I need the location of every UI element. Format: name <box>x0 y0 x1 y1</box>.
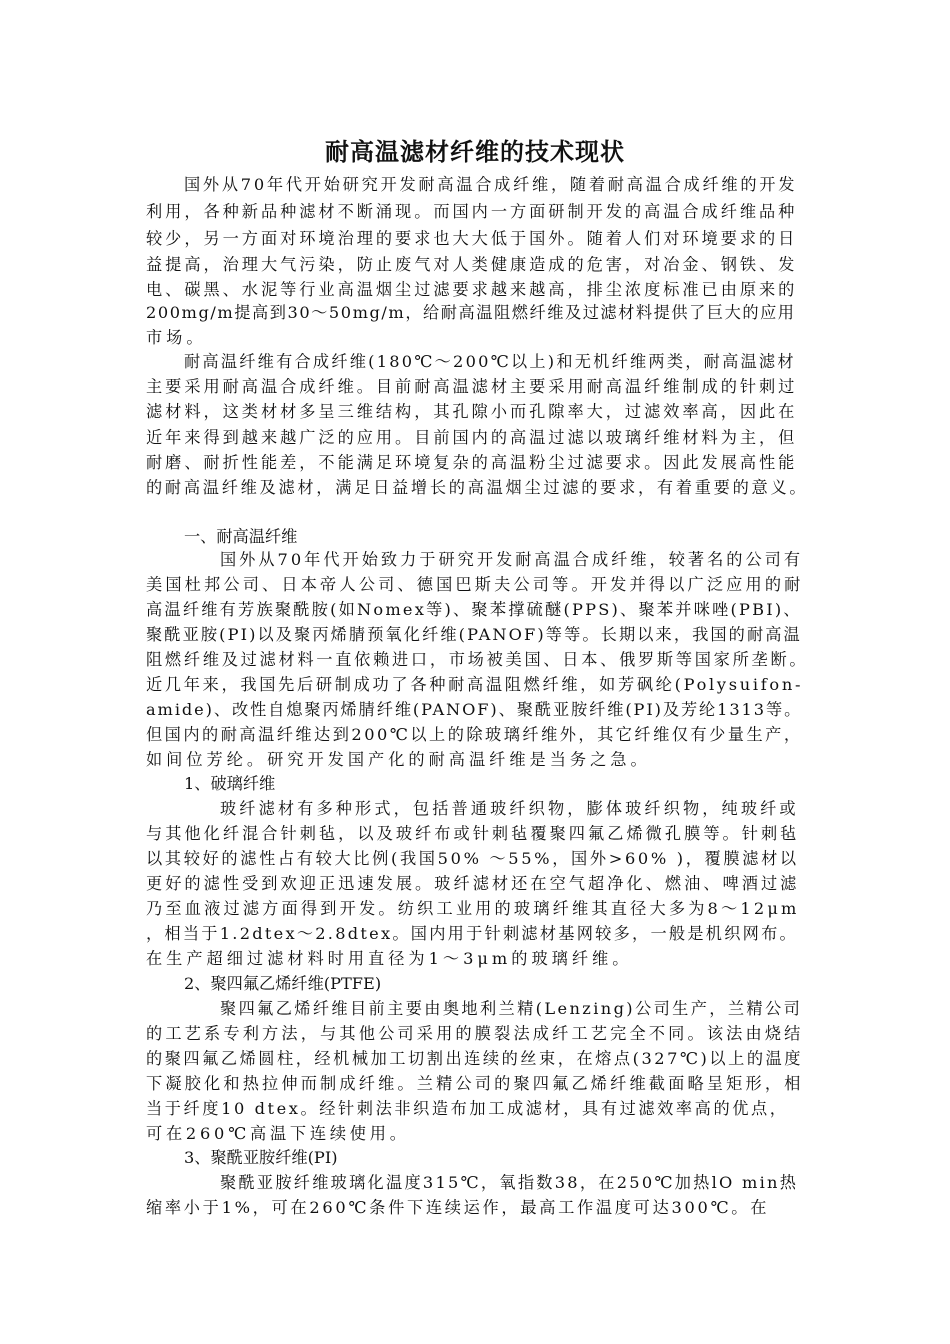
subsection-heading: 1、破璃纤维 <box>184 774 276 793</box>
text-line: 的聚四氟乙烯圆柱，经机械加工切割出连续的丝束，在熔点(327℃)以上的温度 <box>146 1049 803 1068</box>
text-line: 的工艺系专利方法，与其他公司采用的膜裂法成纤工艺完全不同。该法由烧结 <box>146 1024 804 1043</box>
text-line: 玻纤滤材有多种形式，包括普通玻纤织物，膨体玻纤织物，纯玻纤或 <box>220 799 799 818</box>
text-line: 聚酰亚胺纤维玻璃化温度315℃，氧指数38，在250℃加热lO min热 <box>220 1173 799 1192</box>
text-line: ，相当于1.2dtex～2.8dtex。国内用于针刺滤材基网较多，一般是机织网布。 <box>146 924 798 943</box>
text-line: 滤材料，这类材材多呈三维结构，其孔隙小而孔隙率大，过滤效率高，因此在 <box>146 402 798 421</box>
text-line: 200mg/m提高到30～50mg/m，给耐高温阻燃纤维及过滤材料提供了巨大的应用 <box>146 303 796 322</box>
text-line: 市场。 <box>146 328 207 347</box>
text-line: 的耐高温纤维及滤材，满足日益增长的高温烟尘过滤的要求，有着重要的意义。 <box>146 478 809 497</box>
text-line: 更好的滤性受到欢迎正迅速发展。玻纤滤材还在空气超净化、燃油、啤酒过滤 <box>146 874 800 893</box>
text-line: 国外从70年代开始致力于研究开发耐高温合成纤维，较著名的公司有 <box>220 550 804 569</box>
text-line: 下凝胶化和热拉伸而制成纤维。兰精公司的聚四氟乙烯纤维截面略呈矩形，相 <box>146 1074 804 1093</box>
text-line: 聚四氟乙烯纤维目前主要由奥地利兰精(Lenzing)公司生产，兰精公司 <box>220 999 803 1018</box>
text-line: 耐磨、耐折性能差，不能满足环境复杂的高温粉尘过滤要求。因此发展高性能 <box>146 453 798 472</box>
text-line: 较少，另一方面对环境治理的要求也大大低于国外。随着人们对环境要求的日 <box>146 229 798 248</box>
text-line: 但国内的耐高温纤维达到200℃以上的除玻璃纤维外，其它纤维仅有少量生产， <box>146 725 803 744</box>
text-line: 阻燃纤维及过滤材料一直依赖进口，市场被美国、日本、俄罗斯等国家所垄断。 <box>146 650 809 669</box>
text-line: 缩率小于1%，可在260℃条件下连续运作，最高工作温度可达300℃。在 <box>146 1198 770 1217</box>
section-heading: 一、耐高温纤维 <box>184 527 298 546</box>
text-line: 主要采用耐高温合成纤维。目前耐高温滤材主要采用耐高温纤维制成的针刺过 <box>146 377 798 396</box>
text-line: 乃至血液过滤方面得到开发。纺织工业用的玻璃纤维其直径大多为8～12μm <box>146 899 800 918</box>
text-line: 与其他化纤混合针刺毡，以及玻纤布或针刺毡覆聚四氟乙烯微孔膜等。针刺毡 <box>146 824 800 843</box>
text-line: 电、碳黑、水泥等行业高温烟尘过滤要求越来越高，排尘浓度标准已由原来的 <box>146 280 798 299</box>
text-line: 如间位芳纶。研究开发国产化的耐高温纤维是当务之急。 <box>146 750 651 769</box>
text-line: 在生产超细过滤材料时用直径为1～3μm的玻璃纤维。 <box>146 949 633 968</box>
text-line: 利用，各种新品种滤材不断涌现。而国内一方面研制开发的高温合成纤维品种 <box>146 202 798 221</box>
text-line: 益提高，治理大气污染，防止废气对人类健康造成的危害，对冶金、钢铁、发 <box>146 255 798 274</box>
text-line: 以其较好的滤性占有较大比例(我国50% ～55%，国外>60% )，覆膜滤材以 <box>146 849 799 868</box>
text-line: 近年来得到越来越广泛的应用。目前国内的高温过滤以玻璃纤维材料为主，但 <box>146 428 798 447</box>
text-line: amide)、改性自熄聚丙烯腈纤维(PANOF)、聚酰亚胺纤维(PI)及芳纶1313等。 <box>146 700 803 719</box>
text-line: 聚酰亚胺(PI)以及聚丙烯腈预氧化纤维(PANOF)等等。长期以来，我国的耐高温 <box>146 625 802 644</box>
text-line: 美国杜邦公司、日本帝人公司、德国巴斯夫公司等。开发并得以广泛应用的耐 <box>146 575 804 594</box>
document-title: 耐高温滤材纤维的技术现状 <box>325 138 625 166</box>
subsection-heading: 3、聚酰亚胺纤维(PI) <box>184 1148 338 1167</box>
text-line: 近几年来，我国先后研制成功了各种耐高温阻燃纤维，如芳砜纶(Polysuifon- <box>146 675 804 694</box>
subsection-heading: 2、聚四氟乙烯纤维(PTFE) <box>184 974 382 993</box>
text-line: 当于纤度10 dtex。经针刺法非织造布加工成滤材，具有过滤效率高的优点， <box>146 1099 789 1118</box>
text-line: 高温纤维有芳族聚酰胺(如Nomex等)、聚苯撑硫醚(PPS)、聚苯并咪唑(PBI)、 <box>146 600 802 619</box>
text-line: 国外从70年代开始研究开发耐高温合成纤维，随着耐高温合成纤维的开发 <box>184 175 798 194</box>
text-line: 耐高温纤维有合成纤维(180℃～200℃以上)和无机纤维两类，耐高温滤材 <box>184 352 796 371</box>
text-line: 可在260℃高温下连续使用。 <box>146 1124 410 1143</box>
